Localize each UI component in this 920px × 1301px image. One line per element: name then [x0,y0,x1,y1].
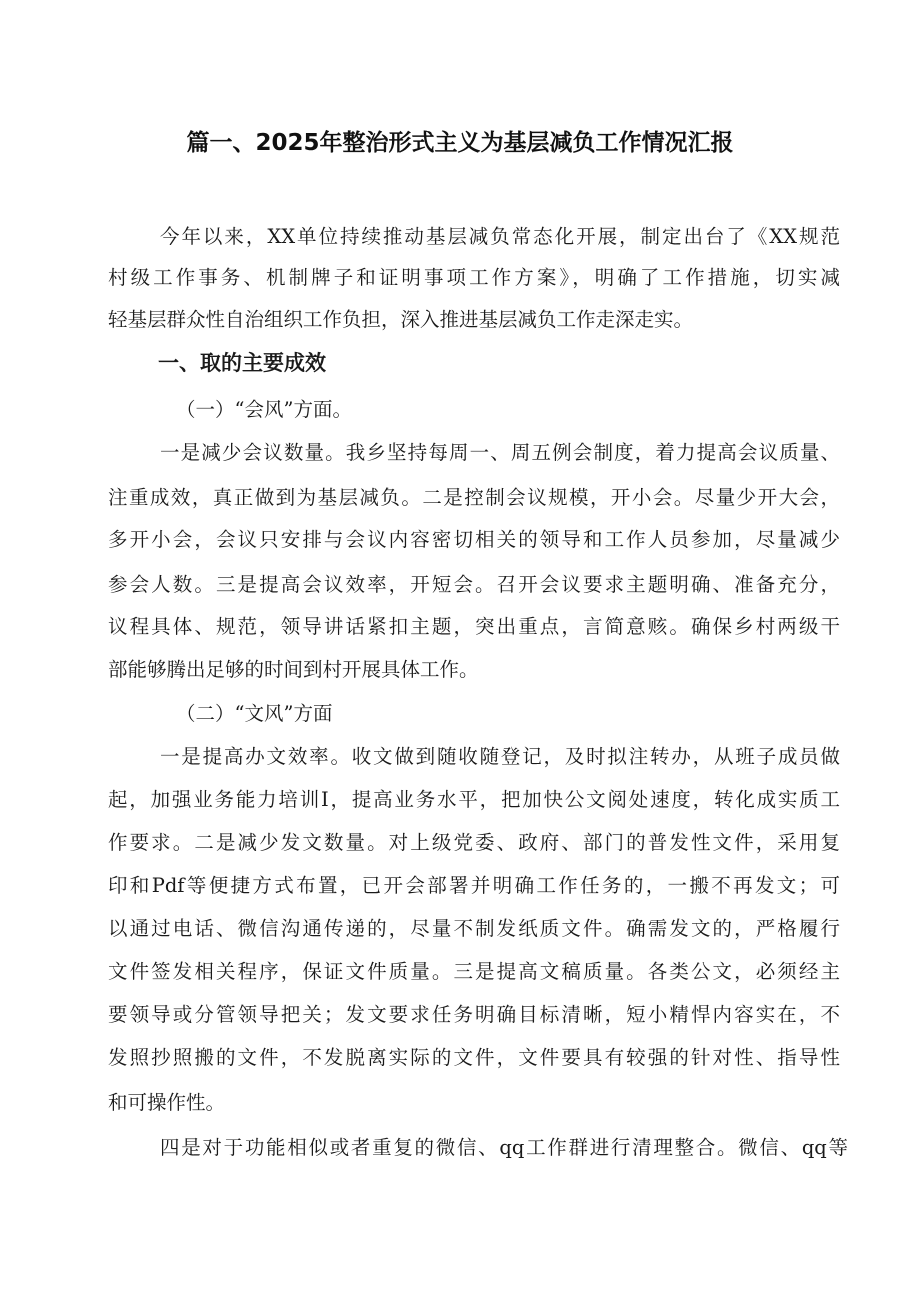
paragraph-line: 要领导或分管领导把关；发文要求任务明确目标清晰，短小精悍内容实在，不 [108,1003,840,1026]
paragraph-line: 议程具体、规范，领导讲话紧扣主题，突出重点，言简意赅。确保乡村两级干 [108,615,840,638]
paragraph-line: 参会人数。三是提高会议效率，开短会。召开会议要求主题明确、准备充分， [108,573,840,596]
paragraph-line: 四是对于功能相似或者重复的微信、qq工作群进行清理整合。微信、qq等 [160,1136,848,1159]
paragraph-line: 今年以来，XX单位持续推动基层减负常态化开展，制定出台了《XX规范 [160,225,840,248]
paragraph-line: 和可操作性。 [108,1091,226,1114]
section-heading: 一、取的主要成效 [158,351,326,375]
paragraph-line: 注重成效，真正做到为基层减负。二是控制会议规模，开小会。尽量少开大会， [108,486,840,509]
paragraph-line: 作要求。二是减少发文数量。对上级党委、政府、部门的普发性文件，采用复 [108,831,840,854]
paragraph-line: 发照抄照搬的文件，不发脱离实际的文件，文件要具有较强的针对性、指导性 [108,1046,840,1069]
paragraph-line: 多开小会，会议只安排与会议内容密切相关的领导和工作人员参加，尽量减少 [108,528,840,551]
paragraph-line: 一是提高办文效率。收文做到随收随登记，及时拟注转办，从班子成员做 [160,745,840,768]
paragraph-line: 印和Pdf等便捷方式布置，已开会部署并明确工作任务的，一搬不再发文；可 [108,874,840,897]
paragraph-line: 文件签发相关程序，保证文件质量。三是提高文稿质量。各类公文，必须经主 [108,960,840,983]
document-title: 篇一、2025年整治形式主义为基层减负工作情况汇报 [186,130,734,156]
paragraph-line: 轻基层群众性自治组织工作负担，深入推进基层减负工作走深走实。 [108,308,694,331]
paragraph-line: 起，加强业务能力培训I，提高业务水平，把加快公文阅处速度，转化成实质工 [108,788,840,811]
paragraph-line: 以通过电话、微信沟通传递的，尽量不制发纸质文件。确需发文的，严格履行 [108,917,840,940]
subsection-heading: （二）“文风”方面 [176,702,333,725]
subsection-heading: （一）“会风”方面。 [176,398,352,421]
paragraph-line: 部能够腾出足够的时间到村开展具体工作。 [108,658,479,681]
paragraph-line: 一是减少会议数量。我乡坚持每周一、周五例会制度，着力提高会议质量、 [160,441,840,464]
paragraph-line: 村级工作事务、机制牌子和证明事项工作方案》，明确了工作措施，切实减 [108,266,840,289]
